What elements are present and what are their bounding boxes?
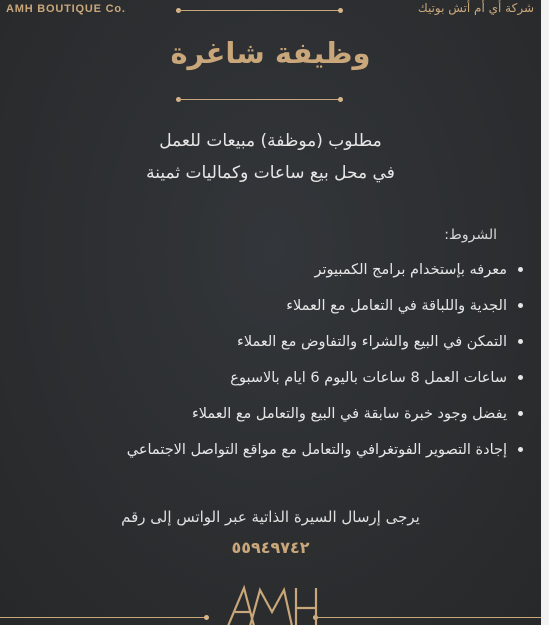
condition-text: التمكن في البيع والشراء والتفاوض مع العملاء [237,334,507,350]
condition-item [127,291,523,327]
bullet-icon [518,303,523,308]
condition-item [127,363,523,399]
phone-number: ٥٥٩٤٩٧٤٢ [231,538,310,557]
condition-item [127,327,523,363]
title-divider-line [178,99,340,100]
bullet-icon [518,375,523,380]
brand-name-english: AMH BOUTIQUE Co. [6,3,126,15]
condition-text: ساعات العمل 8 ساعات باليوم 6 ايام بالاسبوع [230,370,507,386]
footer-line-left [0,617,206,618]
amh-monogram-logo-icon [220,582,320,625]
poster-title: وظيفة شاغرة [170,36,371,70]
bullet-icon [518,411,523,416]
footer-line-dot-left [204,615,209,620]
conditions-heading: الشروط: [444,227,497,243]
job-description-line-2: في محل بيع ساعات وكماليات ثمينة [146,163,395,183]
footer-line-right [316,617,541,618]
condition-text: إجادة التصوير الفوتغرافي والتعامل مع مواقع التواصل الاجتماعي [126,442,507,458]
bullet-icon [518,447,523,452]
condition-text: يفضل وجود خبرة سابقة في البيع والتعامل مع العملاء [191,406,507,422]
bullet-icon [518,339,523,344]
right-edge-strip [541,0,549,625]
poster-header [0,0,541,20]
header-divider-line [178,10,340,11]
condition-item [127,255,523,291]
condition-item [127,435,523,471]
call-to-action: يرجى إرسال السيرة الذاتية عبر الواتس إلى رقم [121,508,420,526]
condition-text: معرفه بإستخدام برامج الكمبيوتر [314,262,507,278]
condition-text: الجدية واللباقة في التعامل مع العملاء [286,298,507,314]
title-line-dot-right [338,97,343,102]
header-line-dot-right [338,8,343,13]
brand-name-arabic: شركة أي أم أتش بوتيك [417,1,534,15]
conditions-list [127,255,523,471]
job-description-line-1: مطلوب (موظفة) مبيعات للعمل [159,131,382,151]
bullet-icon [518,267,523,272]
condition-item [127,399,523,435]
